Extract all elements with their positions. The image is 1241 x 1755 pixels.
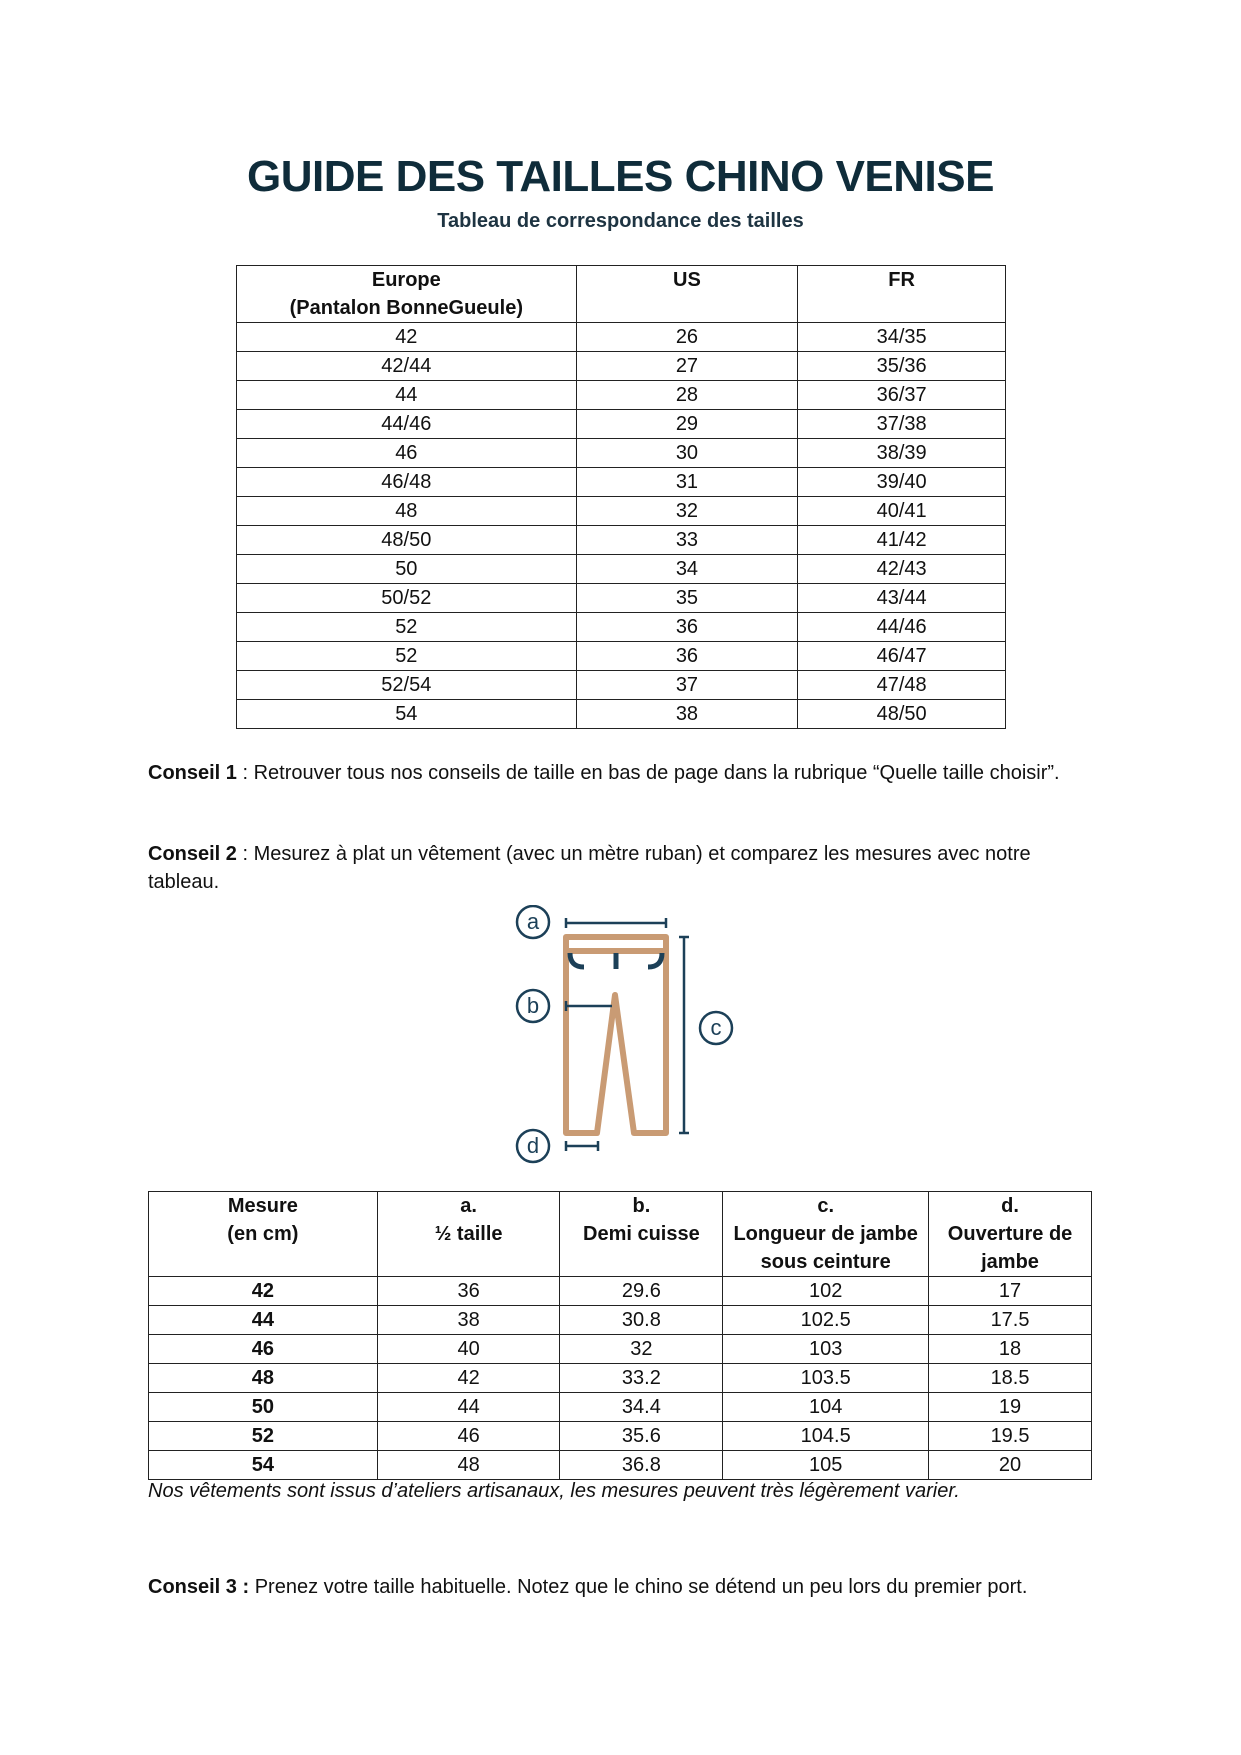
header-leg-opening: d. Ouverture de jambe [929, 1192, 1092, 1277]
table-row [237, 468, 1006, 497]
table-row [237, 410, 1006, 439]
table-cell: 48 [149, 1364, 378, 1393]
page-title: GUIDE DES TAILLES CHINO VENISE [247, 152, 994, 201]
table-cell: 33 [576, 526, 798, 555]
table-cell: 48/50 [237, 526, 577, 555]
table-cell: 46 [237, 439, 577, 468]
header-mesure: Mesure (en cm) [149, 1192, 378, 1277]
table-cell: 29.6 [560, 1277, 723, 1306]
label-c: c [710, 1015, 722, 1040]
table-cell: 19.5 [929, 1422, 1092, 1451]
table-cell: 31 [576, 468, 798, 497]
table-row [149, 1277, 1092, 1306]
table-cell: 34.4 [560, 1393, 723, 1422]
table-cell: 50 [149, 1393, 378, 1422]
table-cell: 42 [237, 323, 577, 352]
table-cell: 37 [576, 671, 798, 700]
table-cell: 50/52 [237, 584, 577, 613]
table-cell: 42 [377, 1364, 560, 1393]
table-row [149, 1306, 1092, 1335]
table-cell: 103.5 [723, 1364, 929, 1393]
table-cell: 34/35 [798, 323, 1006, 352]
header-half-waist: a. ½ taille [377, 1192, 560, 1277]
header-half-thigh: b. Demi cuisse [560, 1192, 723, 1277]
table-cell: 52 [237, 613, 577, 642]
table-cell: 48 [377, 1451, 560, 1480]
table-cell: 35.6 [560, 1422, 723, 1451]
table-cell: 52 [237, 642, 577, 671]
table-row [237, 613, 1006, 642]
table-cell: 44 [237, 381, 577, 410]
table-cell: 32 [576, 497, 798, 526]
label-d: d [526, 1133, 540, 1158]
table-cell: 29 [576, 410, 798, 439]
conseil-1-text: : Retrouver tous nos conseils de taille en bas de page dans la rubrique “Quelle taille choisir”. [236, 762, 1060, 784]
table-cell: 42/43 [798, 555, 1006, 584]
table-header-row [237, 266, 1006, 323]
table-cell: 44/46 [798, 613, 1006, 642]
table-cell: 17 [929, 1277, 1092, 1306]
header-us: US [576, 266, 798, 323]
table-cell: 44 [377, 1393, 560, 1422]
table-cell: 34 [576, 555, 798, 584]
pants-measurement-diagram [510, 905, 750, 1175]
table-cell: 33.2 [560, 1364, 723, 1393]
table-cell: 36 [576, 613, 798, 642]
page-subtitle: Tableau de correspondance des tailles [437, 210, 804, 232]
table-cell: 46 [377, 1422, 560, 1451]
table-row [149, 1451, 1092, 1480]
table-row [237, 323, 1006, 352]
table-cell: 20 [929, 1451, 1092, 1480]
table-cell: 44 [149, 1306, 378, 1335]
table-cell: 44/46 [237, 410, 577, 439]
table-cell: 19 [929, 1393, 1092, 1422]
table-cell: 48/50 [798, 700, 1006, 729]
table-row [237, 555, 1006, 584]
table-cell: 54 [149, 1451, 378, 1480]
table-row [237, 642, 1006, 671]
table-cell: 35 [576, 584, 798, 613]
table-cell: 46/47 [798, 642, 1006, 671]
conseil-2 [148, 840, 1098, 896]
table-row [237, 497, 1006, 526]
conseil-3-text: Prenez votre taille habituelle. Notez que le chino se détend un peu lors du premier port. [249, 1576, 1028, 1598]
table-cell: 103 [723, 1335, 929, 1364]
table-cell: 18 [929, 1335, 1092, 1364]
table-cell: 48 [237, 497, 577, 526]
table-cell: 40/41 [798, 497, 1006, 526]
table-cell: 104.5 [723, 1422, 929, 1451]
table-cell: 47/48 [798, 671, 1006, 700]
table-cell: 30.8 [560, 1306, 723, 1335]
table-cell: 52/54 [237, 671, 577, 700]
table-cell: 32 [560, 1335, 723, 1364]
table-cell: 46 [149, 1335, 378, 1364]
table-cell: 38 [576, 700, 798, 729]
size-correspondence-table [236, 265, 1006, 729]
footnote: Nos vêtements sont issus d’ateliers artisanaux, les mesures peuvent très légèrement varier. [148, 1480, 960, 1502]
table-header-row [149, 1192, 1092, 1277]
conseil-1 [148, 759, 1098, 787]
table-cell: 50 [237, 555, 577, 584]
conseil-3 [148, 1573, 1098, 1601]
conseil-3-label: Conseil 3 : [148, 1576, 250, 1598]
pockets-icon [570, 953, 662, 969]
table-row [237, 526, 1006, 555]
table-cell: 38/39 [798, 439, 1006, 468]
table-cell: 43/44 [798, 584, 1006, 613]
table-row [237, 671, 1006, 700]
table-cell: 26 [576, 323, 798, 352]
table-cell: 42 [149, 1277, 378, 1306]
table-cell: 18.5 [929, 1364, 1092, 1393]
table-cell: 40 [377, 1335, 560, 1364]
measurements-table [148, 1191, 1092, 1480]
table-cell: 27 [576, 352, 798, 381]
table-row [149, 1335, 1092, 1364]
table-cell: 36/37 [798, 381, 1006, 410]
table-cell: 39/40 [798, 468, 1006, 497]
table-cell: 38 [377, 1306, 560, 1335]
table-cell: 42/44 [237, 352, 577, 381]
table-row [237, 439, 1006, 468]
header-inseam: c. Longueur de jambe sous ceinture [723, 1192, 929, 1277]
table-row [237, 700, 1006, 729]
table-row [237, 381, 1006, 410]
table-cell: 35/36 [798, 352, 1006, 381]
table-cell: 36 [576, 642, 798, 671]
table-cell: 36.8 [560, 1451, 723, 1480]
table-row [149, 1393, 1092, 1422]
table-cell: 104 [723, 1393, 929, 1422]
label-a: a [526, 909, 540, 934]
table-cell: 102 [723, 1277, 929, 1306]
table-cell: 28 [576, 381, 798, 410]
table-cell: 54 [237, 700, 577, 729]
table-cell: 17.5 [929, 1306, 1092, 1335]
table-cell: 37/38 [798, 410, 1006, 439]
header-fr: FR [798, 266, 1006, 323]
table-cell: 41/42 [798, 526, 1006, 555]
label-b: b [526, 993, 540, 1018]
table-row [149, 1422, 1092, 1451]
header-europe: Europe (Pantalon BonneGueule) [237, 266, 577, 323]
table-cell: 102.5 [723, 1306, 929, 1335]
conseil-2-text: : Mesurez à plat un vêtement (avec un mètre ruban) et comparez les mesures avec notre tableau. [148, 843, 1031, 893]
table-cell: 46/48 [237, 468, 577, 497]
table-row [237, 352, 1006, 381]
table-cell: 52 [149, 1422, 378, 1451]
table-cell: 36 [377, 1277, 560, 1306]
table-row [149, 1364, 1092, 1393]
table-row [237, 584, 1006, 613]
table-cell: 105 [723, 1451, 929, 1480]
table-cell: 30 [576, 439, 798, 468]
conseil-2-label: Conseil 2 [148, 843, 237, 865]
conseil-1-label: Conseil 1 [148, 762, 237, 784]
